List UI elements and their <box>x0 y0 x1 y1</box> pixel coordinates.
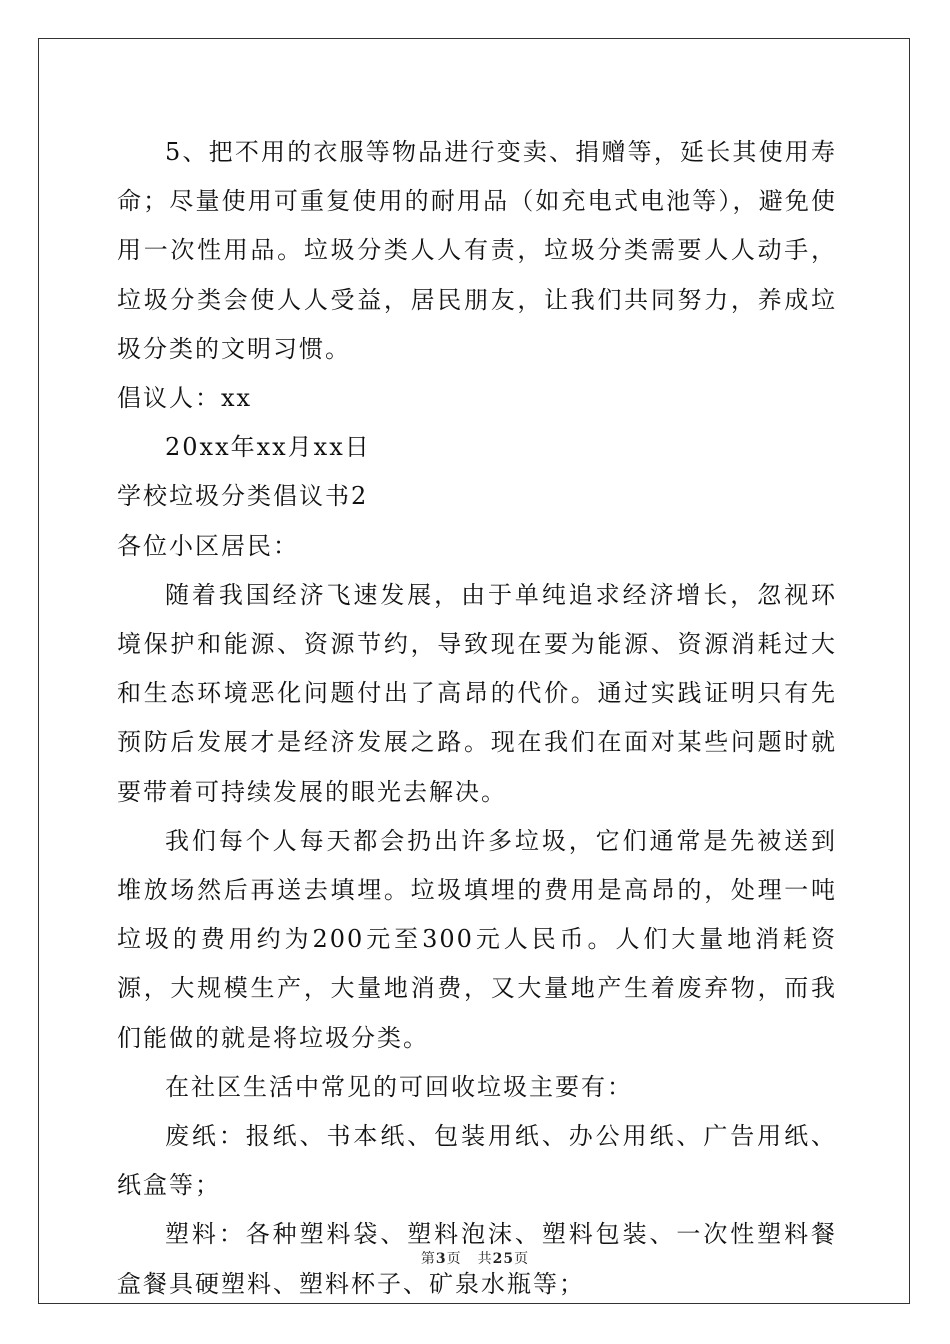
date-line: 20xx年xx月xx日 <box>165 433 371 462</box>
paragraph-recycling-tips: 5、把不用的衣服等物品进行变卖、捐赠等，延长其使用寿命；尽量使用可重复使用的耐用品（如充电式电池等），避免使用一次性用品。垃圾分类人人有责，垃圾分类需要人人动手，垃圾分类会使人人受益，居民朋友，让我们共同努力，养成垃圾分类的文明习惯。 <box>117 138 837 363</box>
paragraph-paper-waste: 废纸：报纸、书本纸、包装用纸、办公用纸、广告用纸、纸盒等； <box>117 1122 837 1200</box>
paragraph-landfill-cost: 我们每个人每天都会扔出许多垃圾，它们通常是先被送到堆放场然后再送去填埋。垃圾填埋的费用是高昂的，处理一吨垃圾的费用约为200元至300元人民币。人们大量地消耗资源，大规模生产，大量地消费，又大量地产生着废弃物，而我们能做的就是将垃圾分类。 <box>117 826 837 1052</box>
total-suffix: 页 <box>514 1251 530 1267</box>
paragraph-plastic-waste: 塑料：各种塑料袋、塑料泡沫、塑料包装、一次性塑料餐盒餐具硬塑料、塑料杯子、矿泉水瓶等； <box>117 1220 837 1298</box>
salutation: 各位小区居民： <box>117 531 299 560</box>
section-title: 学校垃圾分类倡议书2 <box>117 482 369 511</box>
page-footer <box>0 1248 950 1268</box>
total-prefix: 共 <box>477 1251 493 1267</box>
signatory-line: 倡议人：xx <box>117 384 253 413</box>
current-page-number: 3 <box>435 1251 447 1267</box>
page-suffix: 页 <box>446 1251 462 1267</box>
page-prefix: 第 <box>420 1251 436 1267</box>
paragraph-recyclables-intro: 在社区生活中常见的可回收垃圾主要有： <box>165 1072 633 1101</box>
paragraph-economic-development: 随着我国经济飞速发展，由于单纯追求经济增长，忽视环境保护和能源、资源节约，导致现在要为能源、资源消耗过大和生态环境恶化问题付出了高昂的代价。通过实践证明只有先预防后发展才是经济发展之路。现在我们在面对某些问题时就要带着可持续发展的眼光去解决。 <box>117 580 837 806</box>
document-body <box>117 128 837 1309</box>
total-page-count: 25 <box>492 1251 515 1267</box>
